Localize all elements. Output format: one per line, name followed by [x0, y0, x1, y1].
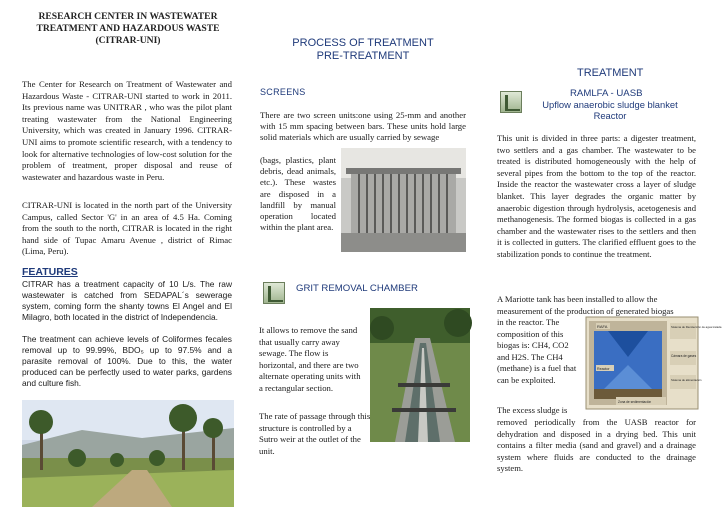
- diagram-label-reactor: Reactor: [597, 367, 610, 371]
- col1-heading-line1: RESEARCH CENTER IN WASTEWATER: [38, 11, 218, 22]
- sludge-first-line: The excess sludge is: [497, 405, 568, 415]
- grit-chamber-icon: [263, 282, 285, 304]
- grit-paragraph-1: It allows to remove the sand that usually carry away sewage. The flow is horizontal, and there are two alternate operating units with a rectangular section.: [259, 325, 361, 393]
- process-title: [258, 37, 468, 62]
- features-paragraph-1: CITRAR has a treatment capacity of 10 L/s. The raw wastewater is catched from SEDAPAL´s sewerage system, coming form the shanty towns El Angel and El Milagro, both located in the district of Independencia.: [22, 279, 232, 322]
- screens-paragraph-top: There are two screen units:one using 25-mm and another with 15 mm spacing between bars. These units hold large solid materials which are usually carried by sewage: [260, 110, 466, 143]
- screens-paragraph-left: (bags, plastics, plant debris, dead animals, etc.). These wastes are disposed in a landfill by manual operation located within the plant area.: [260, 155, 336, 233]
- screens-photo: [341, 148, 466, 252]
- features-heading: FEATURES: [22, 266, 78, 278]
- treatment-heading: TREATMENT: [577, 67, 644, 79]
- process-title-line2: PRE-TREATMENT: [316, 49, 410, 62]
- grit-heading: GRIT REMOVAL CHAMBER: [296, 283, 418, 294]
- diagram-label-captation: Sistema de Recolección de agua tratada: [671, 325, 722, 329]
- col1-location-paragraph: CITRAR-UNI is located in the north part of the University Campus, called Sector 'G' in an area of 4.5 Ha. Coming from the south to the north, CITRAR is located in the right hand side of Tupac Amaru Avenue , district of Rimac (Lima, Peru).: [22, 200, 232, 257]
- diagram-label-camara: Cámara de gases: [671, 354, 697, 358]
- grit-paragraph-2: The rate of passage through this structure is controlled by a Sutro weir at the outlet of the unit.: [259, 411, 371, 456]
- upflow-heading-line1: Upflow anaerobic sludge blanket: [542, 99, 678, 110]
- mariotte-paragraph-left: in the reactor. The composition of this biogas is: CH4, CO2 and H2S. The CH4 (methane) is a fuel that can be exploited.: [497, 317, 577, 385]
- features-paragraph-2: The treatment can achieve levels of Coliformes fecales removal up to 99.99%, BDO₅ up to 97.5% and a parasite removal of 100%. Due to this, the water produced can be perfectly used to water parks, gardens and culture fish.: [22, 334, 232, 388]
- upflow-heading-line2: Reactor: [593, 110, 627, 122]
- process-title-line1: PROCESS OF TREATMENT: [292, 37, 434, 49]
- mariotte-paragraph-top: A Mariotte tank has been installed to allow the measurement of the production of generated biogas: [497, 294, 674, 316]
- park-photo: [22, 400, 234, 507]
- ramlfa-heading: RAMLFA - UASB: [570, 88, 643, 99]
- upflow-heading: [535, 99, 685, 122]
- uasb-paragraph: This unit is divided in three parts: a digester treatment, two settlers and a gas chamber. The wastewater to be treated is distributed homogeneously with the help of several pipes from the bottom to the top of the reactor. Inside the reactor the wastewater cross a layer of sludge blanket. This layer degrades the organic matter by anaerobic digestion through hydrolysis, acetogenesis and methanogenesis. The formed biogas is collected in a gas chamber and the wastewater rises to the settlers and then it is collected in gutters. The clarified effluent goes to the stabilization ponds to continue the treatment.: [497, 133, 696, 259]
- col1-heading: [22, 11, 234, 47]
- grit-chamber-photo: [370, 308, 470, 442]
- uasb-icon: [500, 91, 522, 113]
- col1-heading-line2: TREATMENT AND HAZARDOUS WASTE: [36, 23, 220, 34]
- screens-heading: SCREENS: [260, 87, 306, 97]
- uasb-diagram: [586, 317, 722, 409]
- col1-intro-paragraph: The Center for Research on Treatment of Wastewater and Hazardous Waste - CITRAR-UNI started to work in 2011. Its previous name was UNITRAR , who was the pilot plant treating wastewater from the National Engineering University, which was created in January 1996. CITRAR-UNI aims to promote scientific research, with a tendency to look for alternative technologies of low-cost solution for the problem of treatment, proper disposal and reuse of wastewater and hazardous waste in Peru.: [22, 79, 232, 182]
- diagram-label-rafa: RAFA: [597, 324, 608, 329]
- col1-heading-line3: (CITRAR-UNI): [95, 35, 161, 46]
- sludge-paragraph: removed periodically from the UASB reactor for dehydration and disposed in a drying bed. This unit contains a filter media (sand and gravel) and a drainage system where fluids are conducted to the drainage system.: [497, 417, 696, 474]
- diagram-label-alimentacion: Sistema de alimentación: [671, 378, 702, 382]
- diagram-label-zona: Zona de sedimentación: [618, 400, 652, 404]
